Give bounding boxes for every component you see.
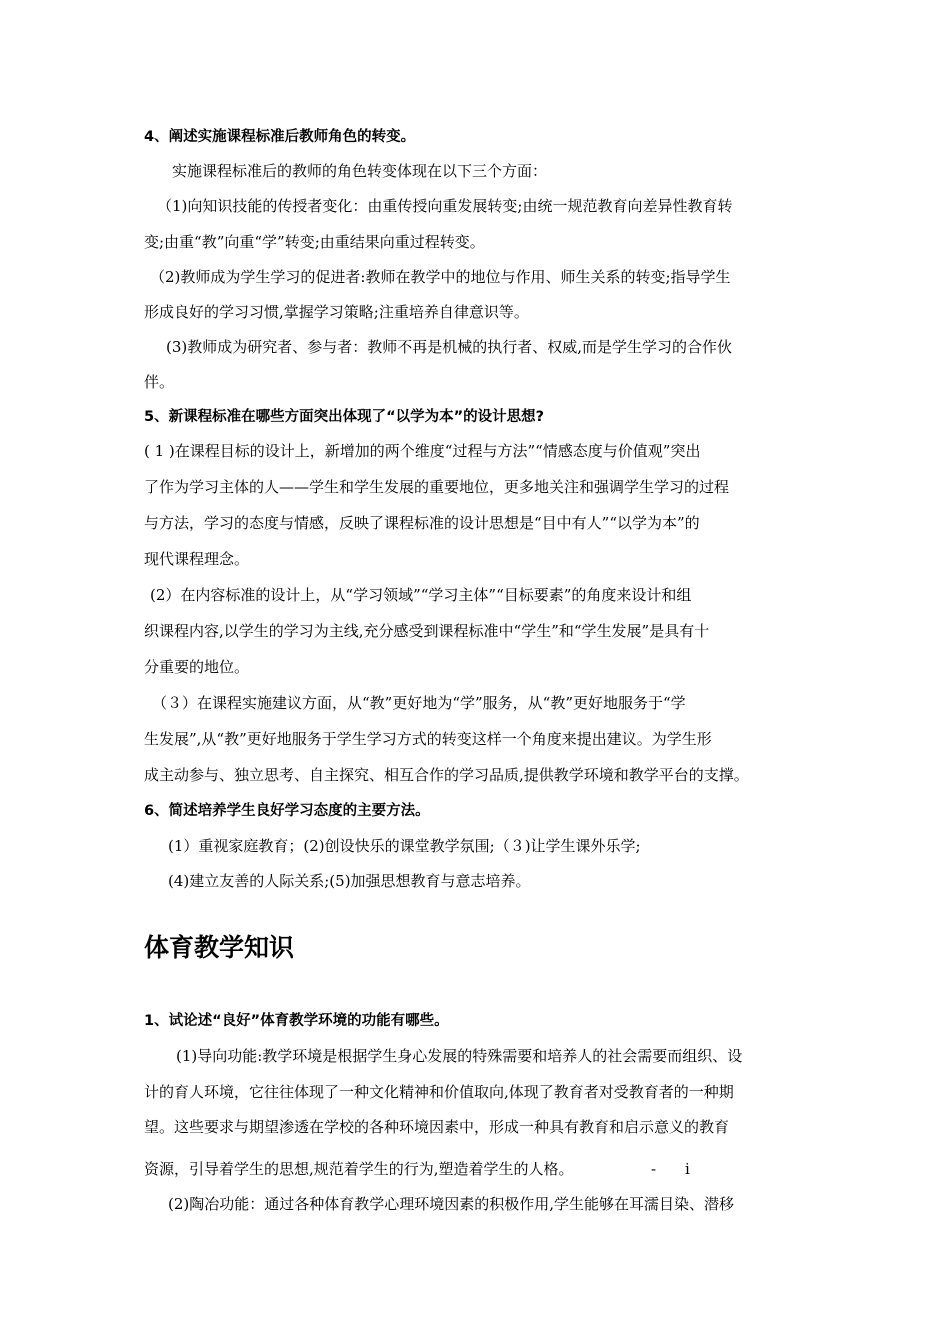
paragraph-line: （３）在课程实施建议方面，从“教”更好地为“学”服务，从“教”更好地服务于“学: [152, 694, 686, 712]
paragraph-line: 望。这些要求与期望渗透在学校的各种环境因素中，形成一种具有教育和启示意义的教育: [144, 1118, 730, 1136]
paragraph-line: （1)向知识技能的传授者变化：由重传授向重发展转变;由统一规范教育向差异性教育转: [157, 197, 733, 215]
paragraph-line: 生发展”,从“教”更好地服务于学生学习方式的转变这样一个角度来提出建议。为学生形: [144, 730, 712, 748]
stray-mark-i: i: [685, 1160, 690, 1178]
question-5-title: 5、新课程标准在哪些方面突出体现了“以学为本”的设计思想?: [144, 409, 545, 425]
paragraph-line: (3)教师成为研究者、参与者：教师不再是机械的执行者、权威,而是学生学习的合作伙: [166, 338, 733, 356]
paragraph-line: 计的育人环境，它往往体现了一种文化精神和价值取向,体现了教育者对受教育者的一种期: [144, 1083, 734, 1101]
paragraph-line: (4)建立友善的人际关系;(5)加强思想教育与意志培养。: [168, 872, 531, 890]
paragraph-line: 资源，引导着学生的思想,规范着学生的行为,塑造着学生的人格。: [144, 1160, 574, 1178]
paragraph-line: 了作为学习主体的人——学生和学生发展的重要地位，更多地关注和强调学生学习的过程: [144, 478, 730, 496]
paragraph-line: ( 1 )在课程目标的设计上，新增加的两个维度“过程与方法”“情感态度与价值观”突出: [144, 442, 701, 460]
question-4-title: 4、阐述实施课程标准后教师角色的转变。: [144, 129, 416, 145]
paragraph-line: 变;由重“教”向重“学”转变;由重结果向重过程转变。: [144, 233, 485, 251]
paragraph-line: (1)导向功能:教学环境是根据学生身心发展的特殊需要和培养人的社会需要而组织、设: [176, 1047, 743, 1065]
paragraph-line: (1）重视家庭教育；(2)创设快乐的课堂教学氛围;（３)让学生课外乐学;: [168, 837, 641, 855]
question-1-title: 1、试论述“良好”体育教学环境的功能有哪些。: [144, 1013, 449, 1029]
paragraph-line: (2）在内容标准的设计上，从“学习领域”“学习主体”“目标要素”的角度来设计和组: [150, 586, 692, 604]
question-6-title: 6、简述培养学生良好学习态度的主要方法。: [144, 803, 430, 819]
paragraph-line: （2)教师成为学生学习的促进者:教师在教学中的地位与作用、师生关系的转变;指导学生: [150, 268, 731, 286]
section-heading: 体育教学知识: [144, 933, 295, 962]
paragraph-line: 伴。: [144, 373, 175, 391]
paragraph-line: 实施课程标准后的教师的角色转变体现在以下三个方面：: [172, 162, 548, 180]
stray-mark-dash: -: [651, 1160, 657, 1178]
paragraph-line: 成主动参与、独立思考、自主探究、相互合作的学习品质,提供教学环境和教学平台的支撑。: [144, 766, 749, 784]
paragraph-line: 分重要的地位。: [144, 658, 250, 676]
paragraph-line: 与方法，学习的态度与情感，反映了课程标准的设计思想是“目中有人”“以学为本”的: [144, 514, 700, 532]
paragraph-line: 织课程内容,以学生的学习为主线,充分感受到课程标准中“学生”和“学生发展”是具有十: [144, 622, 710, 640]
paragraph-line: 形成良好的学习习惯,掌握学习策略;注重培养自律意识等。: [144, 303, 529, 321]
paragraph-line: 现代课程理念。: [144, 550, 250, 568]
paragraph-line: (2)陶冶功能：通过各种体育教学心理环境因素的积极作用,学生能够在耳濡目染、潜移: [168, 1195, 735, 1213]
